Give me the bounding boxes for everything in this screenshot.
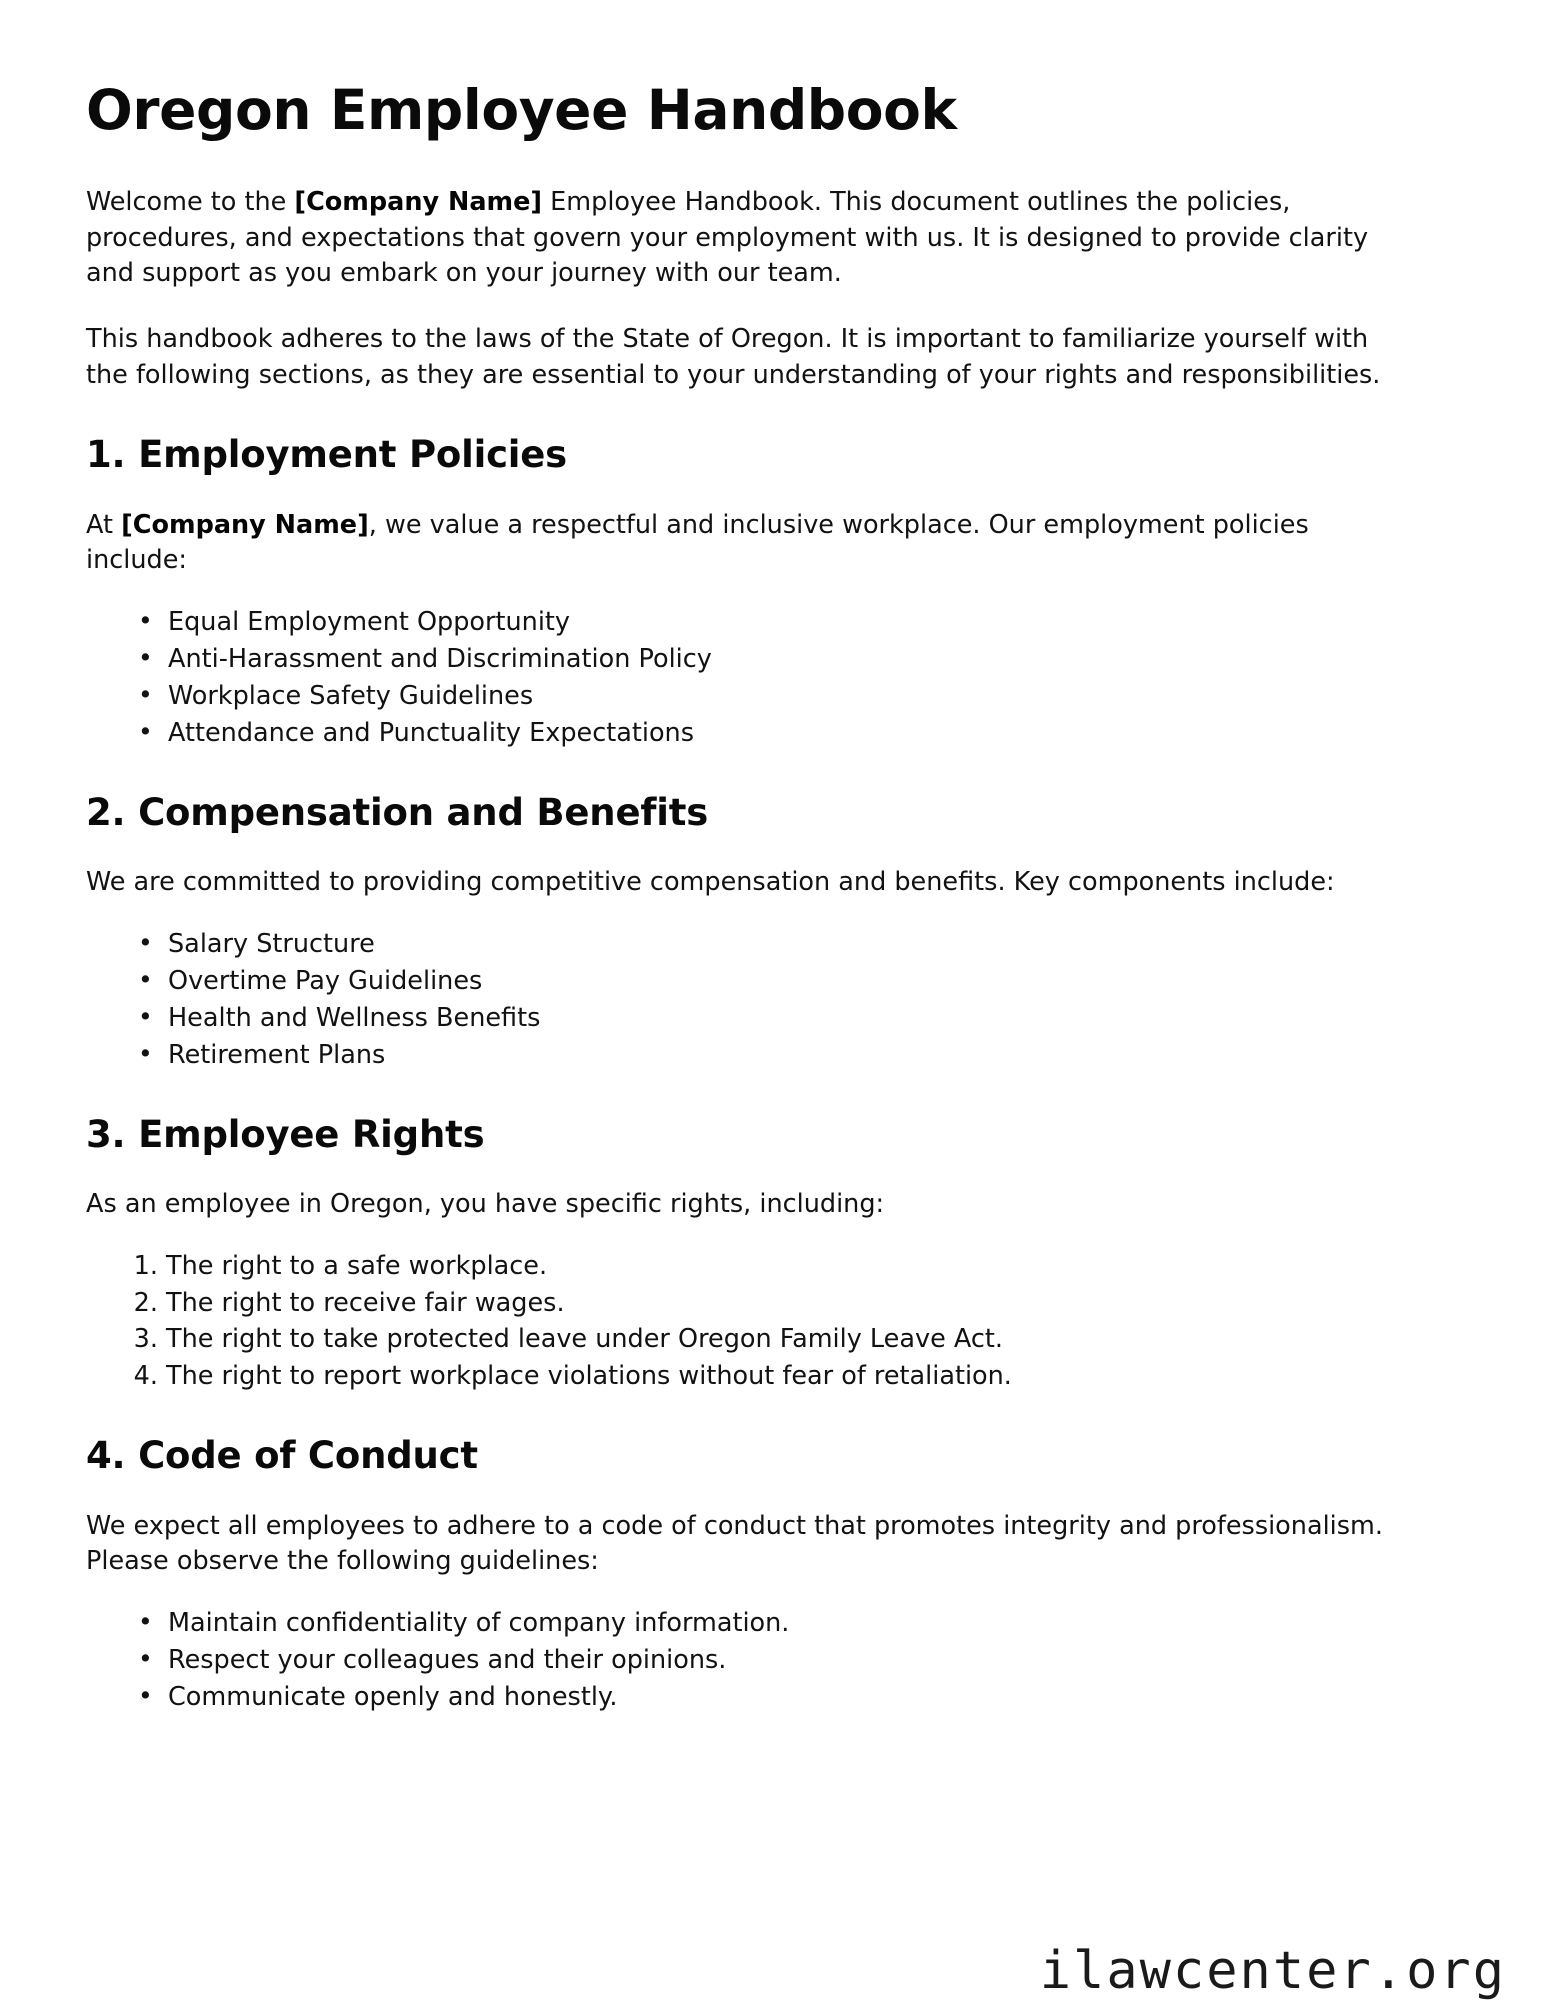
intro-paragraph-1-before: Welcome to the	[86, 186, 295, 217]
section-1-intro-before: At	[86, 509, 122, 540]
list-item: • Communicate openly and honestly.	[132, 1680, 1468, 1715]
intro-paragraph-1-after: Employee Handbook. This document outlines the policies, procedures, and expectations that govern your employment with us. It is designed to provide clarity and support as you embark on your journey with our team.	[86, 186, 1369, 289]
list-item: • Attendance and Punctuality Expectations	[132, 716, 1468, 751]
list-item: • Respect your colleagues and their opinions.	[132, 1643, 1468, 1678]
company-name-placeholder: [Company Name]	[121, 509, 369, 540]
section-heading-employment-policies: 1. Employment Policies	[86, 433, 568, 477]
section-heading-compensation-and-benefits: 2. Compensation and Benefits	[86, 790, 709, 834]
list-item: • Maintain confidentiality of company information.	[132, 1606, 1468, 1641]
company-name-placeholder: [Company Name]	[294, 186, 543, 217]
section-2-intro: We are committed to providing competitive compensation and benefits. Key components include:	[86, 867, 1335, 898]
intro-paragraph-2	[86, 322, 1406, 393]
list-item: The right to receive fair wages.	[166, 1287, 565, 1318]
list-item: • Equal Employment Opportunity	[132, 605, 1468, 640]
section-1-intro	[86, 508, 1406, 579]
section-3-intro: As an employee in Oregon, you have specific rights, including:	[86, 1188, 885, 1219]
intro-paragraph-1	[86, 185, 1406, 292]
section-1-list	[86, 605, 1468, 751]
section-1-intro-after: , we value a respectful and inclusive workplace. Our employment policies include:	[86, 509, 1309, 576]
list-item: • Health and Wellness Benefits	[132, 1001, 1468, 1036]
list-item: • Workplace Safety Guidelines	[132, 679, 1468, 714]
list-item: • Overtime Pay Guidelines	[132, 964, 1468, 999]
section-4-intro: We expect all employees to adhere to a code of conduct that promotes integrity and professionalism. Please observe the following guidelines:	[86, 1510, 1383, 1577]
section-2-list	[86, 927, 1468, 1073]
list-item: • Salary Structure	[132, 927, 1468, 962]
list-item: • Retirement Plans	[132, 1038, 1468, 1073]
section-3-list	[86, 1249, 1468, 1395]
section-4-list	[86, 1606, 1468, 1715]
list-item: The right to report workplace violations without fear of retaliation.	[166, 1361, 1012, 1392]
page-title: Oregon Employee Handbook	[86, 78, 957, 142]
list-item: The right to a safe workplace.	[166, 1250, 548, 1281]
section-heading-employee-rights: 3. Employee Rights	[86, 1112, 485, 1156]
section-heading-code-of-conduct: 4. Code of Conduct	[86, 1434, 478, 1478]
list-item: • Anti-Harassment and Discrimination Policy	[132, 642, 1468, 677]
list-item: The right to take protected leave under Oregon Family Leave Act.	[166, 1324, 1003, 1355]
intro-paragraph-2-text: This handbook adheres to the laws of the State of Oregon. It is important to familiarize yourself with the following sections, as they are essential to your understanding of your rights and responsibilities.	[86, 323, 1381, 390]
watermark: ilawcenter.org	[1039, 1941, 1506, 2001]
